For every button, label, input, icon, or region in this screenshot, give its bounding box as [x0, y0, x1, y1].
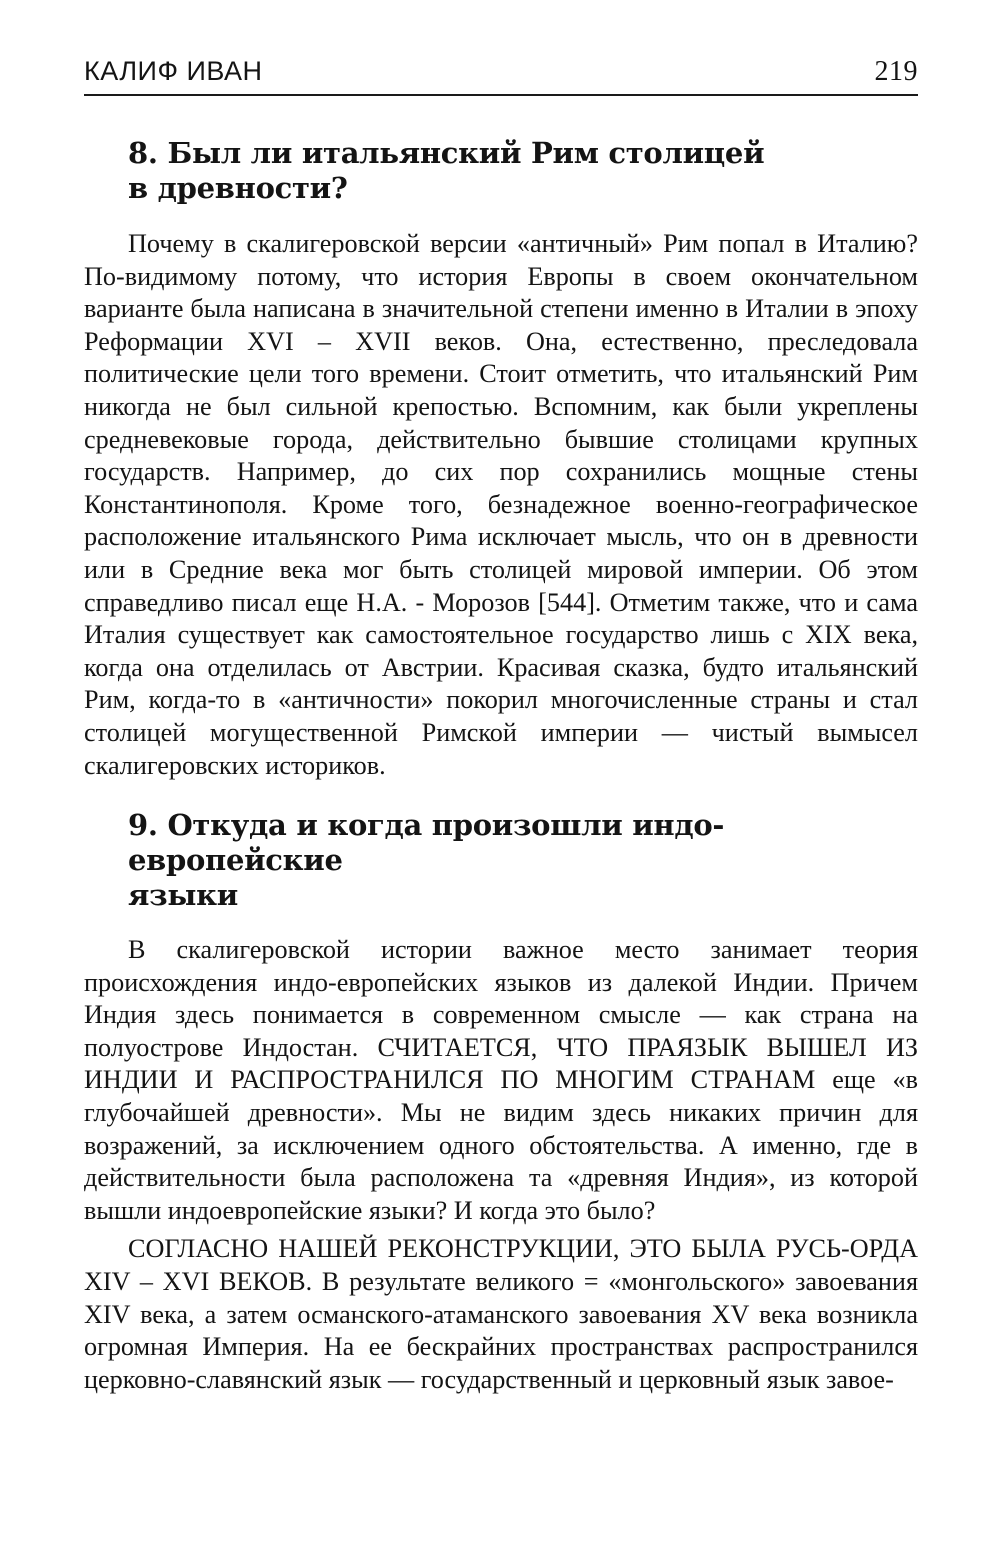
- section-heading-8-line1: 8. Был ли итальянский Рим столицей: [128, 136, 765, 170]
- section-9-paragraph-2: СОГЛАСНО НАШЕЙ РЕКОНСТРУКЦИИ, ЭТО БЫЛА РУСЬ-ОРДА XIV – XVI ВЕКОВ. В результате великого = «монгольского» завоевания XIV века, а затем османского-атаманского завоевания XV века возникла огромная Империя. На ее бескрайних пространствах распространился церковно-славянский язык — государственный и церковный язык завое-: [84, 1234, 918, 1394]
- section-heading-9: [128, 808, 918, 913]
- book-page: [84, 56, 918, 1396]
- section-heading-8-line2: в древности?: [128, 171, 348, 205]
- section-heading-8: [128, 136, 918, 206]
- section-8-paragraph-1: Почему в скалигеровской версии «античный» Рим попал в Италию? По-видимому потому, что история Европы в своем окончательном варианте была написана в значительной степени именно в Италии в эпоху Реформации XVI – XVII веков. Она, естественно, преследовала политические цели того времени. Стоит отметить, что итальянский Рим никогда не был сильной крепостью. Вспомним, как были укреплены средневековые города, действительно бывшие столицами крупных государств. Например, до сих пор сохранились мощные стены Константинополя. Кроме того, безнадежное военно-географическое расположение итальянского Рима исключает мысль, что он в древности или в Средние века мог быть столицей мировой империи. Об этом справедливо писал еще Н.А. - Морозов [544]. Отметим также, что и сама Италия существует как самостоятельное государство лишь с XIX века, когда она отделилась от Австрии. Красивая сказка, будто итальянский Рим, когда-то в «античности» покорил многочисленные страны и стал столицей могущественной Римской империи — чистый вымысел скалигеровских историков.: [84, 229, 918, 780]
- page-number: 219: [874, 56, 918, 87]
- section-heading-9-line2: языки: [128, 878, 238, 913]
- section-heading-9-line1: 9. Откуда и когда произошли индо-европейские: [128, 808, 725, 878]
- running-header: [84, 56, 918, 96]
- section-9-paragraph-1: В скалигеровской истории важное место занимает теория происхождения индо-европейских языков из далекой Индии. Причем Индия здесь понимается в современном смысле — как страна на полуострове Индостан. СЧИТАЕТСЯ, ЧТО ПРАЯЗЫК ВЫШЕЛ ИЗ ИНДИИ И РАСПРОСТРАНИЛСЯ ПО МНОГИМ СТРАНАМ еще «в глубочайшей древности». Мы не видим здесь никаких причин для возражений, за исключением одного обстоятельства. А именно, где в действительности была расположена та «древняя Индия», из которой вышли индоевропейские языки? И когда это было?: [84, 935, 918, 1225]
- running-title: КАЛИФ ИВАН: [84, 56, 263, 86]
